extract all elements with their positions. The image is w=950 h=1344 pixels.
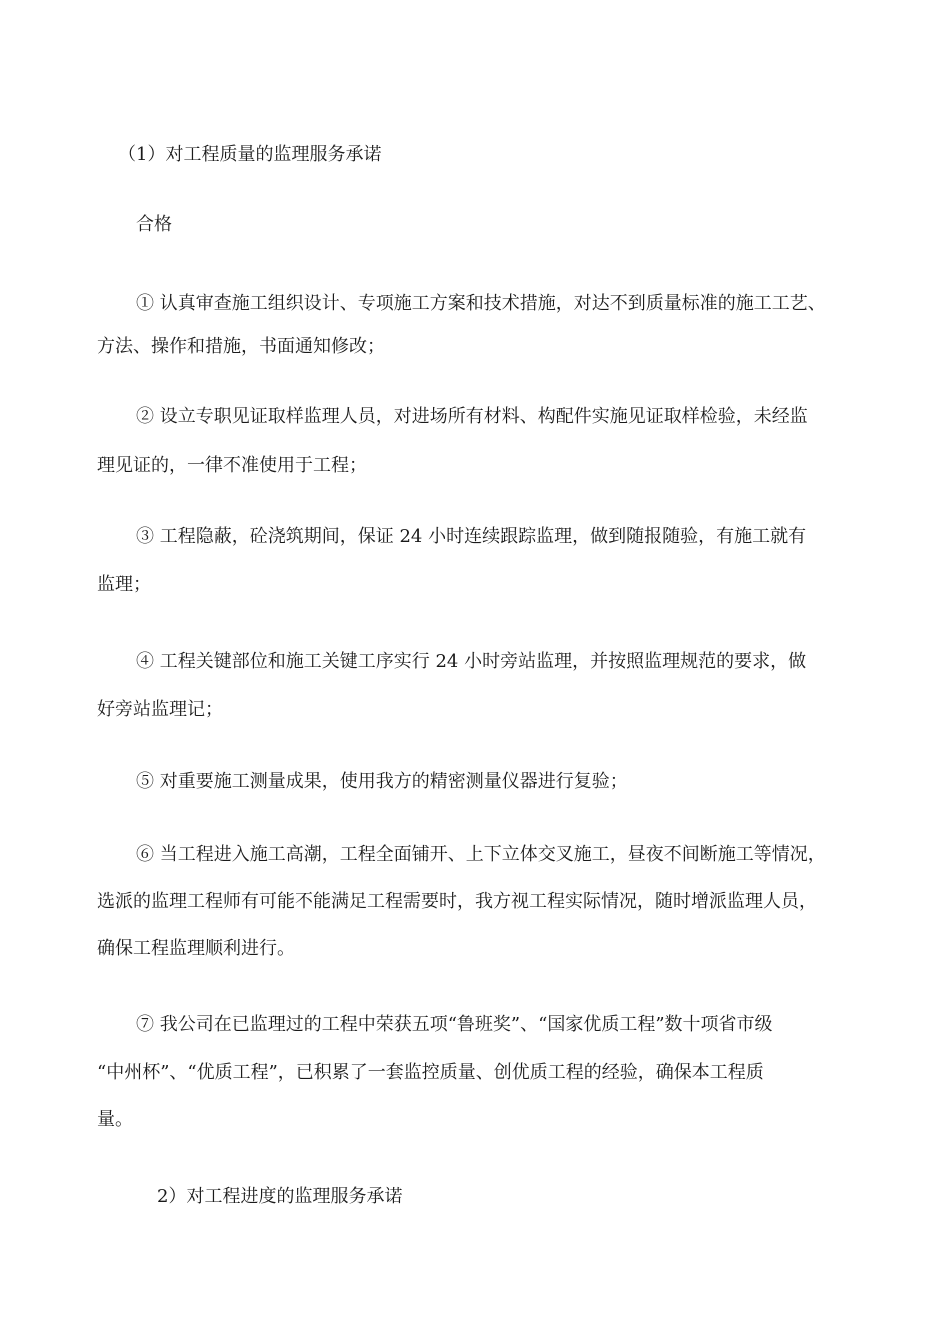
item-7-line-2: “中州杯”、“优质工程”，已积累了一套监控质量、创优质工程的经验，确保本工程质	[97, 1062, 764, 1083]
item-1-line-1: ① 认真审查施工组织设计、专项施工方案和技术措施，对达不到质量标准的施工工艺、	[136, 293, 826, 314]
item-6-line-2: 选派的监理工程师有可能不能满足工程需要时，我方视工程实际情况，随时增派监理人员，	[97, 891, 817, 912]
item-4-line-2: 好旁站监理记；	[97, 699, 223, 720]
item-1-line-2: 方法、操作和措施，书面通知修改；	[97, 336, 385, 357]
item-2-line-1: ② 设立专职见证取样监理人员，对进场所有材料、构配件实施见证取样检验，未经监	[136, 406, 808, 427]
item-6-line-3: 确保工程监理顺利进行。	[97, 938, 295, 959]
item-3-line-2: 监理；	[97, 574, 151, 595]
section-heading-progress: 2）对工程进度的监理服务承诺	[157, 1186, 403, 1207]
item-6-line-1: ⑥ 当工程进入施工高潮，工程全面铺开、上下立体交叉施工，昼夜不间断施工等情况，	[136, 844, 826, 865]
section-heading-quality: （1）对工程质量的监理服务承诺	[118, 144, 382, 165]
item-7-line-1: ⑦ 我公司在已监理过的工程中荣获五项“鲁班奖”、“国家优质工程”数十项省市级	[136, 1014, 773, 1035]
item-4-line-1: ④ 工程关键部位和施工关键工序实行 24 小时旁站监理，并按照监理规范的要求，做	[136, 651, 807, 672]
item-3-line-1: ③ 工程隐蔽，砼浇筑期间，保证 24 小时连续跟踪监理，做到随报随验，有施工就有	[136, 526, 807, 547]
item-5-line-1: ⑤ 对重要施工测量成果，使用我方的精密测量仪器进行复验；	[136, 771, 628, 792]
item-2-line-2: 理见证的，一律不准使用于工程；	[97, 455, 367, 476]
item-7-line-3: 量。	[97, 1109, 133, 1130]
quality-level: 合格	[136, 214, 172, 235]
